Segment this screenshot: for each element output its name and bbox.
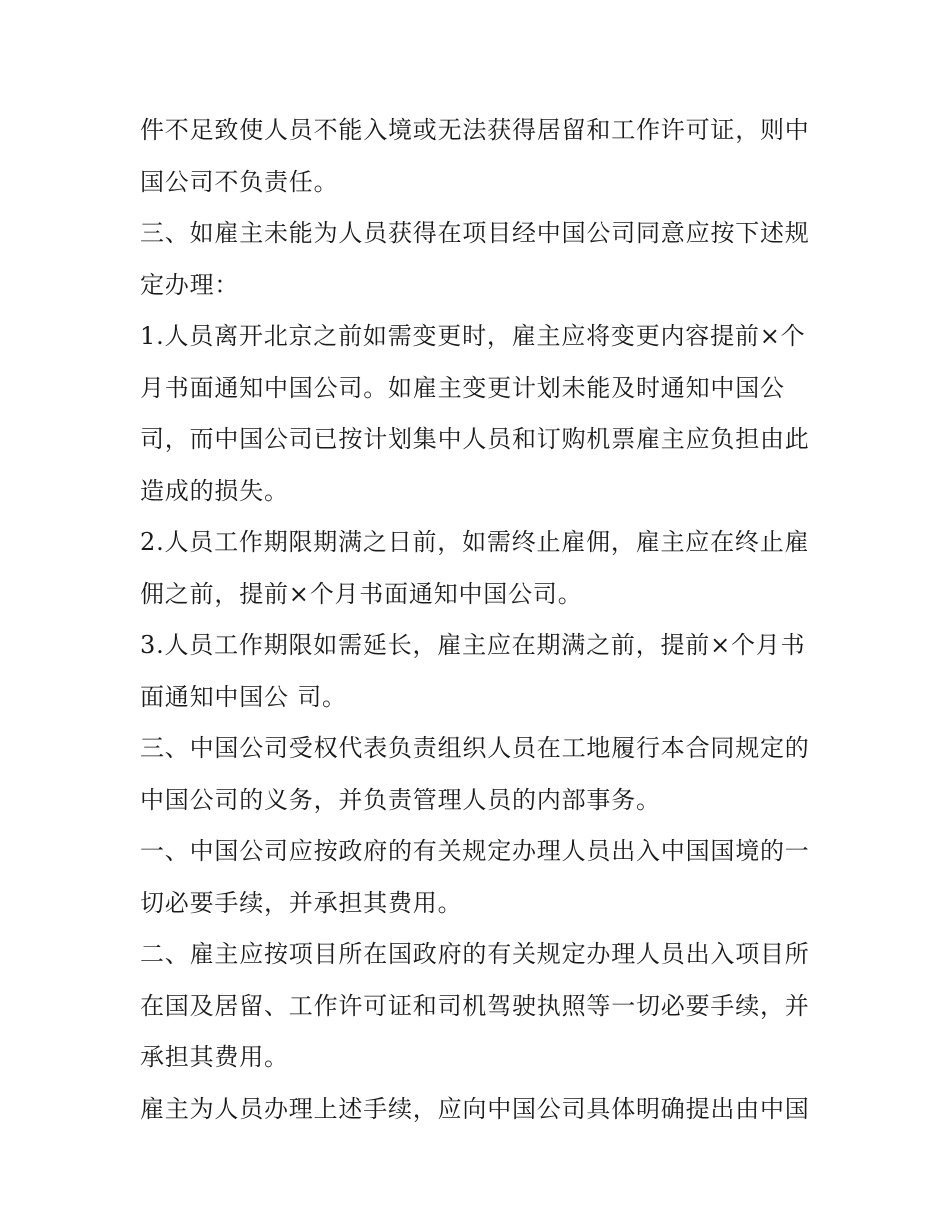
text-line: 司，而中国公司已按计划集中人员和订购机票雇主应负担由此 xyxy=(140,425,810,453)
text-line: 切必要手续，并承担其费用。 xyxy=(140,888,463,917)
text-line: 造成的损失。 xyxy=(140,476,289,505)
text-line: 定办理： xyxy=(140,270,240,299)
text-line: 承担其费用。 xyxy=(140,1043,289,1071)
text-line: 面通知中国公 司。 xyxy=(140,682,347,711)
text-line: 3.人员工作期限如需延长，雇主应在期满之前，提前×个月书 xyxy=(140,631,806,659)
text-line: 件不足致使人员不能入境或无法获得居留和工作许可证，则中 xyxy=(140,116,810,144)
text-line: 佣之前，提前×个月书面通知中国公司。 xyxy=(140,579,583,608)
text-line: 雇主为人员办理上述手续，应向中国公司具体明确提出由中国 xyxy=(140,1094,810,1123)
text-line: 三、中国公司受权代表负责组织人员在工地履行本合同规定的 xyxy=(140,734,810,762)
text-line: 国公司不负责任。 xyxy=(140,167,339,196)
text-line: 二、雇主应按项目所在国政府的有关规定办理人员出入项目所 xyxy=(140,940,810,968)
text-line: 中国公司的义务，并负责管理人员的内部事务。 xyxy=(140,785,661,814)
text-line: 1.人员离开北京之前如需变更时，雇主应将变更内容提前×个 xyxy=(140,322,806,350)
text-line: 2.人员工作期限期满之日前，如需终止雇佣，雇主应在终止雇 xyxy=(140,528,810,556)
document-body xyxy=(140,105,820,1135)
text-line: 在国及居留、工作许可证和司机驾驶执照等一切必要手续，并 xyxy=(140,991,810,1020)
text-line: 三、如雇主未能为人员获得在项目经中国公司同意应按下述规 xyxy=(140,219,810,247)
text-line: 月书面通知中国公司。如雇主变更计划未能及时通知中国公 xyxy=(140,373,785,402)
text-line: 一、中国公司应按政府的有关规定办理人员出入中国国境的一 xyxy=(140,837,810,865)
